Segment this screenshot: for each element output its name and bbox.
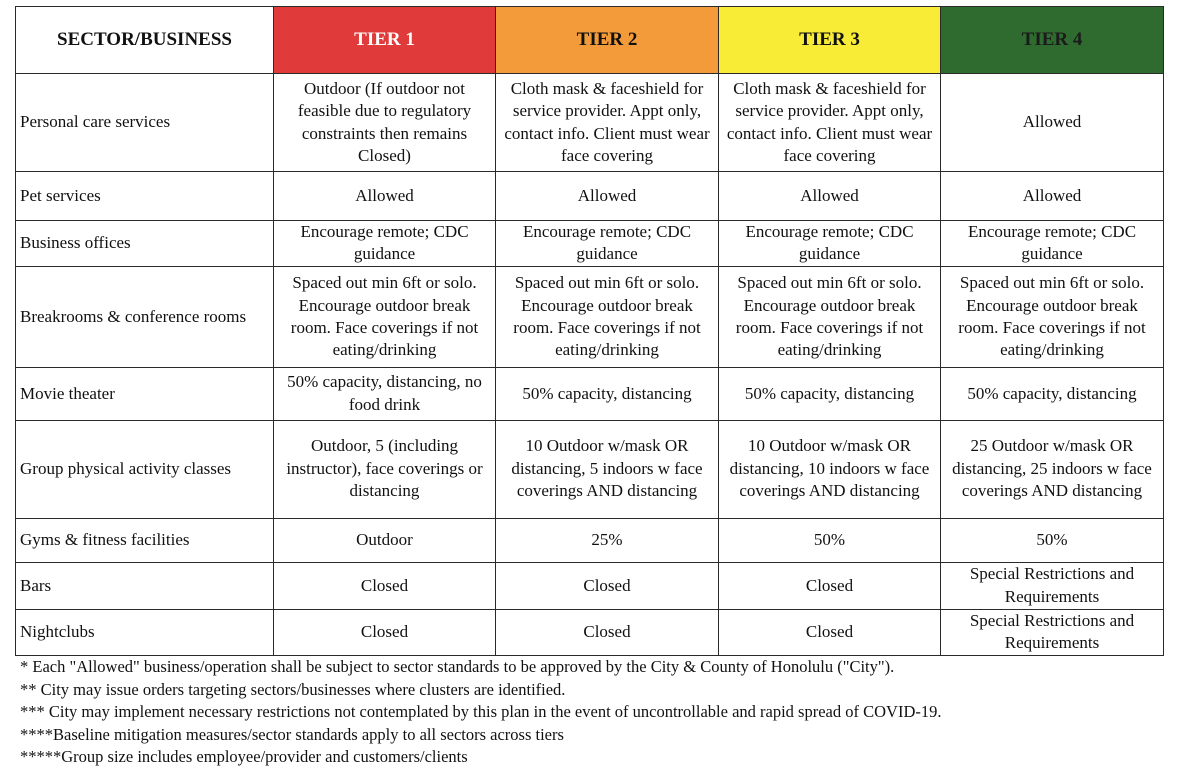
footnote: *** City may implement necessary restrictions not contemplated by this plan in the event of uncontrollable and rapid spread of COVID-19.: [20, 702, 942, 722]
sector-cell: Bars: [16, 563, 274, 609]
tier-1-cell: Outdoor: [274, 518, 496, 562]
footnote: ****Baseline mitigation measures/sector standards apply to all sectors across tiers: [20, 724, 564, 744]
footnotes: [20, 656, 1190, 769]
table-row: [16, 518, 1164, 562]
tier-2-header: TIER 2: [496, 7, 719, 74]
tier-3-cell: Cloth mask & faceshield for service provider. Appt only, contact info. Client must wear face covering: [719, 74, 941, 172]
tier-1-cell: Spaced out min 6ft or solo. Encourage outdoor break room. Face coverings if not eating/drinking: [274, 266, 496, 367]
tier-2-cell: Encourage remote; CDC guidance: [496, 220, 719, 266]
tier-2-cell: Spaced out min 6ft or solo. Encourage outdoor break room. Face coverings if not eating/drinking: [496, 266, 719, 367]
tier-4-header: TIER 4: [941, 7, 1164, 74]
footnote: ** City may issue orders targeting sectors/businesses where clusters are identified.: [20, 679, 566, 699]
tier-2-cell: 50% capacity, distancing: [496, 368, 719, 421]
sector-cell: Pet services: [16, 172, 274, 221]
table-row: [16, 220, 1164, 266]
tier-3-cell: Spaced out min 6ft or solo. Encourage outdoor break room. Face coverings if not eating/drinking: [719, 266, 941, 367]
footnote: * Each "Allowed" business/operation shall be subject to sector standards to be approved by the City & County of Honolulu ("City").: [20, 657, 895, 676]
tier-4-cell: 25 Outdoor w/mask OR distancing, 25 indoors w face coverings AND distancing: [941, 420, 1164, 518]
tier-3-cell: Allowed: [719, 172, 941, 221]
tier-4-cell: Special Restrictions and Requirements: [941, 563, 1164, 609]
sector-cell: Movie theater: [16, 368, 274, 421]
table-row: [16, 563, 1164, 609]
tier-3-cell: 50%: [719, 518, 941, 562]
tier-2-cell: 25%: [496, 518, 719, 562]
sector-header: SECTOR/BUSINESS: [16, 7, 274, 74]
tier-3-header: TIER 3: [719, 7, 941, 74]
tier-4-cell: Encourage remote; CDC guidance: [941, 220, 1164, 266]
tier-1-cell: Outdoor, 5 (including instructor), face coverings or distancing: [274, 420, 496, 518]
tier-2-cell: Cloth mask & faceshield for service provider. Appt only, contact info. Client must wear face covering: [496, 74, 719, 172]
tier-1-cell: Closed: [274, 609, 496, 655]
tier-1-cell: Outdoor (If outdoor not feasible due to regulatory constraints then remains Closed): [274, 74, 496, 172]
tier-4-cell: 50% capacity, distancing: [941, 368, 1164, 421]
tier-2-cell: Closed: [496, 563, 719, 609]
tier-1-cell: Encourage remote; CDC guidance: [274, 220, 496, 266]
tier-4-cell: Allowed: [941, 172, 1164, 221]
tier-4-cell: Spaced out min 6ft or solo. Encourage outdoor break room. Face coverings if not eating/drinking: [941, 266, 1164, 367]
tier-1-cell: Allowed: [274, 172, 496, 221]
table-row: [16, 368, 1164, 421]
sector-cell: Gyms & fitness facilities: [16, 518, 274, 562]
table-row: [16, 609, 1164, 655]
tier-4-cell: Allowed: [941, 74, 1164, 172]
tier-table: [15, 6, 1164, 656]
header-row: [16, 7, 1164, 74]
footnote: *****Group size includes employee/provider and customers/clients: [20, 747, 468, 767]
tier-3-cell: Encourage remote; CDC guidance: [719, 220, 941, 266]
tier-1-header: TIER 1: [274, 7, 496, 74]
tier-3-cell: Closed: [719, 563, 941, 609]
tier-3-cell: Closed: [719, 609, 941, 655]
tier-1-cell: Closed: [274, 563, 496, 609]
table-row: [16, 266, 1164, 367]
table-row: [16, 172, 1164, 221]
sector-cell: Group physical activity classes: [16, 420, 274, 518]
tier-2-cell: Allowed: [496, 172, 719, 221]
sector-cell: Personal care services: [16, 74, 274, 172]
tier-3-cell: 10 Outdoor w/mask OR distancing, 10 indoors w face coverings AND distancing: [719, 420, 941, 518]
tier-4-cell: 50%: [941, 518, 1164, 562]
tier-1-cell: 50% capacity, distancing, no food drink: [274, 368, 496, 421]
sector-cell: Business offices: [16, 220, 274, 266]
tier-3-cell: 50% capacity, distancing: [719, 368, 941, 421]
table-row: [16, 420, 1164, 518]
sector-cell: Breakrooms & conference rooms: [16, 266, 274, 367]
table-row: [16, 74, 1164, 172]
tier-2-cell: 10 Outdoor w/mask OR distancing, 5 indoors w face coverings AND distancing: [496, 420, 719, 518]
tier-4-cell: Special Restrictions and Requirements: [941, 609, 1164, 655]
tier-2-cell: Closed: [496, 609, 719, 655]
sector-cell: Nightclubs: [16, 609, 274, 655]
